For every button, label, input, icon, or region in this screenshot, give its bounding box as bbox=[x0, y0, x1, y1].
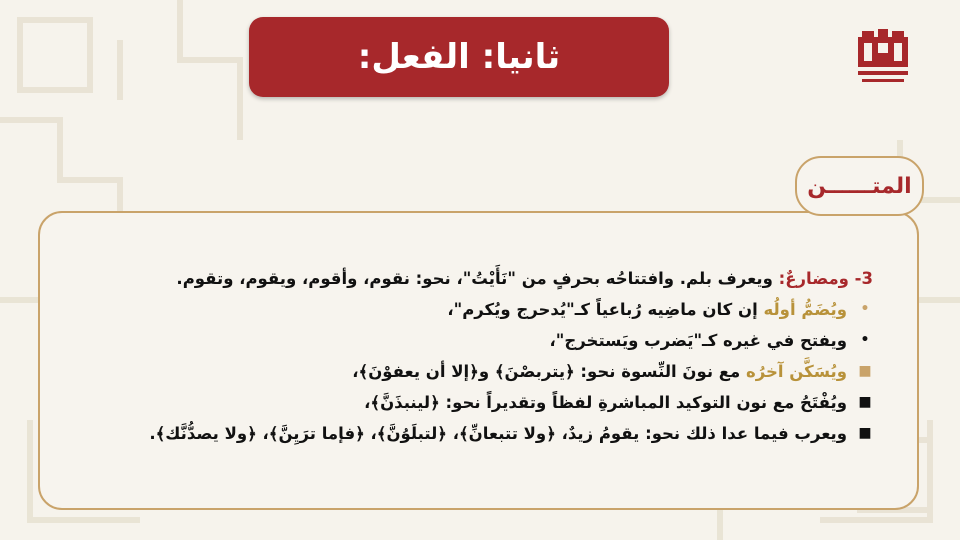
line-2 bbox=[73, 294, 873, 325]
line-1 bbox=[73, 263, 873, 294]
bullet-dot-icon: • bbox=[860, 332, 870, 348]
content-panel bbox=[38, 211, 919, 510]
title-banner bbox=[249, 17, 669, 97]
line3-text: ويفتح في غيره كـ"يَضرب ويَستخرج"، bbox=[549, 331, 847, 350]
line1-text: ويعرف بلم. وافتتاحُه بحرفٍ من "نَأَيْتُ"، نحو: نقوم، وأقوم، ويقوم، وتقوم. bbox=[176, 269, 779, 288]
line-3 bbox=[73, 325, 873, 356]
line4-text: مع نونَ النِّسوة نحو: ﴿يتربصْنَ﴾ و﴿إلا أن يعفوْنَ﴾، bbox=[352, 362, 747, 381]
line2-highlight: ويُضَمُّ أولُه bbox=[763, 300, 847, 319]
bullet-square-icon: ■ bbox=[858, 363, 872, 379]
ihkam-logo bbox=[848, 27, 918, 97]
section-tab-matn bbox=[795, 156, 924, 216]
line4-highlight: ويُسَكَّن آخرُه bbox=[746, 362, 847, 381]
text-lines bbox=[73, 263, 873, 449]
line-4 bbox=[73, 356, 873, 387]
section-number: 3- ومضارعٌ: bbox=[778, 269, 873, 288]
page-title: ثانيا: الفعل: bbox=[357, 37, 561, 77]
section-tab-label: المتــــــن bbox=[807, 173, 912, 199]
bullet-square-icon: ■ bbox=[858, 425, 872, 441]
line5-text: ويُفْتَحُ مع نون التوكيد المباشرةِ لفظاً وتقديراً نحو: ﴿لينبذَنَّ﴾، bbox=[364, 393, 847, 412]
line-6 bbox=[73, 418, 873, 449]
line6-text: ويعرب فيما عدا ذلك نحو: يقومُ زيدٌ، ﴿ولا تتبعانِّ﴾، ﴿لتبلَوُنَّ﴾، ﴿فإما ترَيِنَّ﴾، ﴿ولا يصدُّنَّك﴾. bbox=[149, 424, 847, 443]
bullet-square-icon: ■ bbox=[858, 394, 872, 410]
line2-text: إن كان ماضِيه رُباعياً كـ"يُدحرج ويُكرم"، bbox=[447, 300, 764, 319]
bullet-dot-icon: • bbox=[860, 301, 870, 317]
line-5 bbox=[73, 387, 873, 418]
